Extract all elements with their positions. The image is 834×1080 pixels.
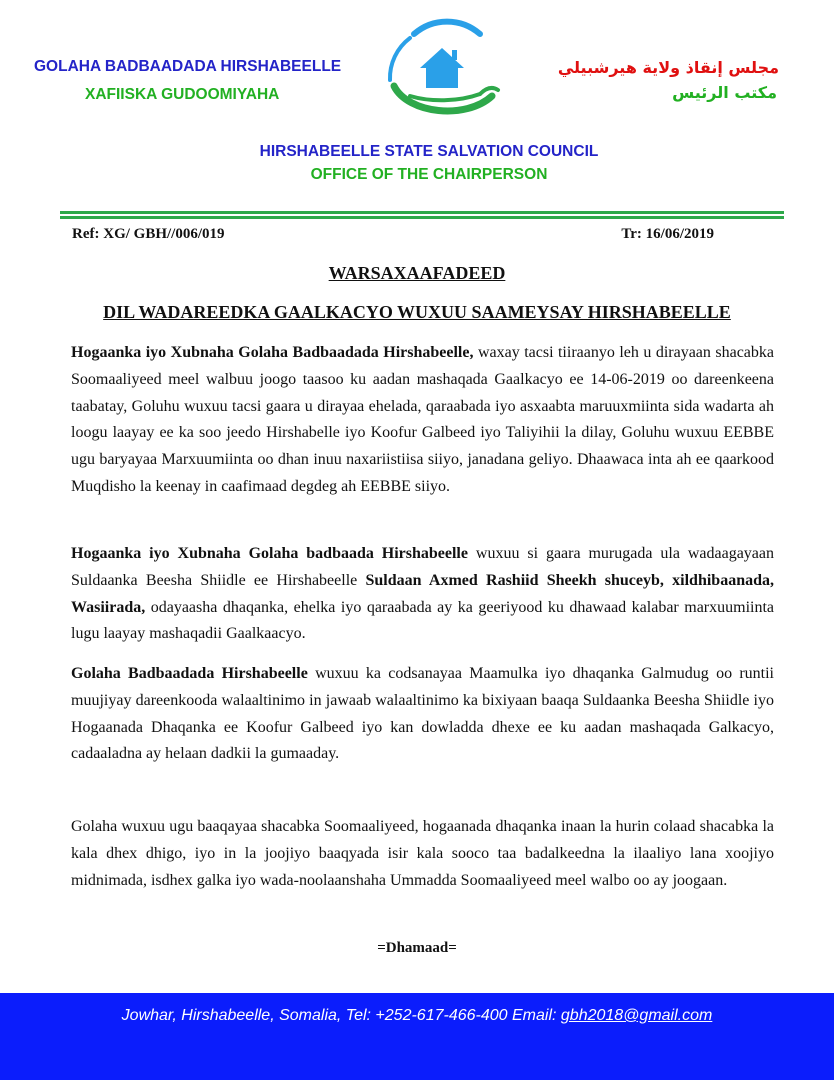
office-name-arabic: مكتب الرئيس (672, 83, 777, 102)
header-divider-bottom (60, 216, 784, 219)
paragraph-2-text-2: odayaasha dhaqanka, ehelka iyo qaraabada ay ka geeriyood ku dhawaad kalabar marxuumiinta lugu laayay mashaqadii Gaalkaacyo. (71, 598, 774, 643)
paragraph-4-text: Golaha wuxuu ugu baaqayaa shacabka Soomaaliyeed, hogaanada dhaqanka inaan la hurin colaad shacabka la kala dhex dhigo, iyo in la joojiyo baaqyada isir kala sooco taa badalkeedna la ilaaliyo lana xoojiyo midnimada, isdhex galka iyo wada-noolaanshaha Ummadda Soomaaliyeed meel walbo oo ay joogaan. (71, 818, 774, 889)
paragraph-2-bold-1: Hogaanka iyo Xubnaha Golaha badbaada Hirshabeelle (71, 545, 468, 562)
office-name-somali: XAFIISKA GUDOOMIYAHA (85, 86, 280, 103)
paragraph-3 (71, 661, 774, 768)
paragraph-4 (71, 814, 774, 894)
paragraph-2-bold-2: Suldaan Axmed Rashiid Sheekh shuceyb, xildhibaanada, Wasiirada, (71, 571, 774, 616)
header-center (0, 143, 834, 184)
document-subheading: DIL WADAREEDKA GAALKACYO WUXUU SAAMEYSAY HIRSHABEELLE (103, 302, 731, 322)
paragraph-2-text-1: wuxuu si gaara murugada ula wadaagayaan Suldaanka Beesha Shiidle ee Hirshabeelle (71, 545, 774, 589)
footer-contact (0, 1007, 834, 1025)
paragraph-3-text: wuxuu ka codsanayaa Maamulka iyo dhaqanka Galmudug oo runtii muujiyay dareenkooda walaaltinimo in jawaab walaaltinimo ka bixiyaan baaqa Suldaanka Beesha Shiidle iyo Hogaanada Dhaqanka ee Koofur Galbeed iyo kan dowladda dhexe ee ku aadan mashaqada Galkacyo, cadaaladna ay helaan dadkii la gumaaday. (71, 665, 775, 763)
paragraph-1 (71, 340, 774, 501)
document-date: Tr: 16/06/2019 (621, 226, 714, 242)
header-left (34, 58, 341, 104)
house-in-hands-logo (380, 12, 504, 124)
org-name-english: HIRSHABEELLE STATE SALVATION COUNCIL (259, 143, 599, 160)
header-right (558, 58, 779, 102)
paragraph-1-text: waxay tacsi tiiraanyo leh u dirayaan shacabka Soomaaliyeed meel walbuu joogo taasoo ku aadan mashaqada Gaalkacyo ee 14-06-2019 oo dareenkeena taabatay, Goluhu wuxuu tacsi gaara u dirayaa ehelada, qaraabada iyo asxaabta maruuxmiinta sida wadarta ah loogu laayay ee ka soo jeedo Hirshabelle iyo Koofur Galbeed iyo Taliyihii la dilay, Goluhu wuxuu EEBBE ugu baryayaa Marxuumiinta oo dhan inuu naxariistiisa siiyo, janadana geliyo. Dhaawaca inta ah ee qaarkood Muqdisho la keenay in caafimaad degdeg ah EEBBE siiyo. (71, 344, 775, 495)
footer-address: Jowhar, Hirshabeelle, Somalia, Tel: +252-617-466-400 Email: (121, 1007, 561, 1024)
paragraph-3-bold: Golaha Badbaadada Hirshabeelle (71, 665, 308, 682)
org-name-arabic: مجلس إنقاذ ولاية هيرشبيلي (557, 58, 779, 77)
org-name-somali: GOLAHA BADBAADADA HIRSHABEELLE (34, 58, 342, 75)
office-name-english: OFFICE OF THE CHAIRPERSON (310, 166, 548, 183)
paragraph-2 (71, 541, 774, 648)
footer-email-link[interactable]: gbh2018@gmail.com (560, 1007, 713, 1024)
paragraph-1-bold: Hogaanka iyo Xubnaha Golaha Badbaadada Hirshabeelle, (71, 344, 474, 361)
closing-mark: =Dhamaad= (377, 940, 457, 956)
document-heading: WARSAXAAFADEED (328, 263, 506, 283)
header-divider-top (60, 211, 784, 214)
reference-number: Ref: XG/ GBH//006/019 (72, 226, 225, 242)
